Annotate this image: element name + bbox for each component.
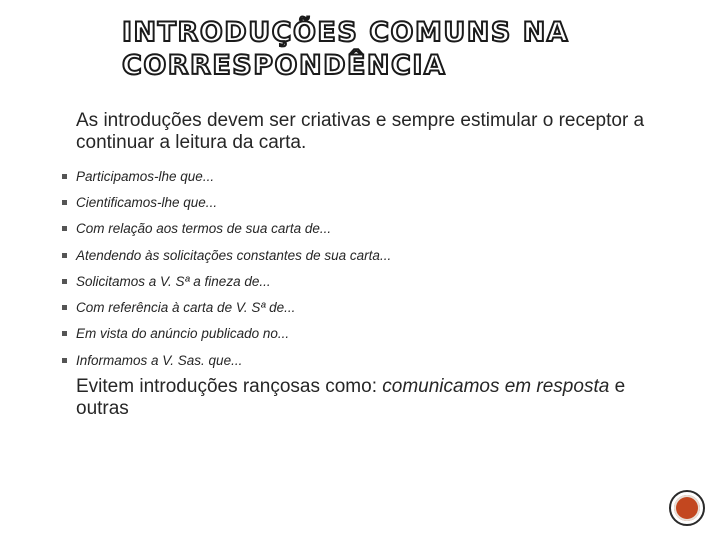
- list-item: [62, 189, 662, 215]
- list-item: [62, 242, 662, 268]
- list-item: [62, 321, 662, 347]
- bullet-marker: [62, 226, 67, 231]
- list-item: [62, 216, 662, 242]
- list-item: [62, 347, 662, 373]
- list-item-text: Participamos-lhe que...: [76, 168, 215, 184]
- closing-text-part2: e outras: [76, 376, 626, 419]
- closing-emphasis: comunicamos em resposta: [382, 376, 610, 397]
- bullet-list: [62, 163, 662, 373]
- list-item-text: Cientificamos-lhe que...: [76, 194, 218, 210]
- list-item: [62, 294, 662, 320]
- bullet-marker: [62, 358, 67, 363]
- list-item-text: Com relação aos termos de sua carta de...: [76, 221, 332, 237]
- list-item-text: Solicitamos a V. Sª a fineza de...: [76, 273, 271, 289]
- list-item-text: Em vista do anúncio publicado no...: [76, 326, 290, 342]
- closing-text-part1: Evitem introduções rançosas como:: [76, 376, 383, 397]
- bullet-marker: [62, 253, 67, 258]
- closing-text: [76, 376, 656, 420]
- list-item: [62, 163, 662, 189]
- intro-text: As introduções devem ser criativas e sempre estimular o receptor a continuar a leitura da carta.: [76, 110, 645, 153]
- bullet-marker: [62, 305, 67, 310]
- list-item: [62, 268, 662, 294]
- bullet-marker: [62, 331, 67, 336]
- bullet-marker: [62, 200, 67, 205]
- bullet-marker: [62, 279, 67, 284]
- slide-title: INTRODUÇÕES COMUNS NA CORRESPONDÊNCIA: [122, 17, 570, 81]
- slide-nav-button[interactable]: [669, 490, 705, 526]
- bullet-marker: [62, 174, 67, 179]
- list-item-text: Informamos a V. Sas. que...: [76, 352, 243, 368]
- list-item-text: Atendendo às solicitações constantes de sua carta...: [76, 247, 392, 263]
- list-item-text: Com referência à carta de V. Sª de...: [76, 300, 296, 316]
